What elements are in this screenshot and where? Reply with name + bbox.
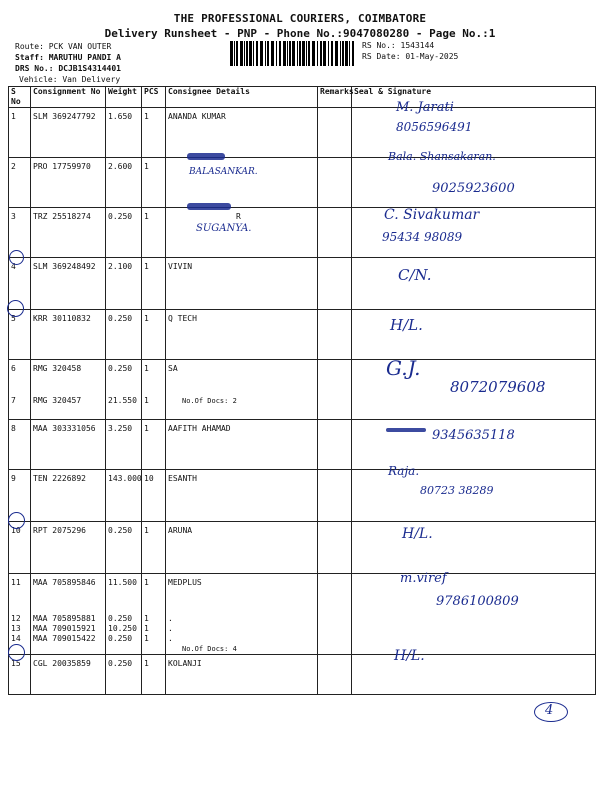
col-sno: S No — [9, 87, 31, 108]
cell-consignment — [31, 360, 106, 420]
col-weight: Weight — [106, 87, 142, 108]
cell-pcs: 1 — [142, 310, 166, 360]
cell-sno: 8 — [9, 420, 31, 470]
cell-weight: 0.250 — [106, 208, 142, 258]
wt-11: 11.500 — [108, 578, 137, 587]
cell-pcs: 10 — [142, 470, 166, 522]
barcode-bar — [249, 41, 252, 66]
cell-pcs: 1 — [142, 522, 166, 574]
table-row — [9, 655, 596, 695]
pcs-7: 1 — [144, 396, 149, 405]
circle-mark-icon — [9, 250, 24, 265]
barcode-bar — [253, 41, 254, 66]
handwritten-name-row-2: BALASANKAR. — [189, 167, 258, 177]
pcs-11: 1 — [144, 578, 149, 587]
cell-remarks — [318, 655, 352, 695]
cell-remarks — [318, 574, 352, 655]
pcs-13: 1 — [144, 624, 149, 633]
cell-consignee: R — [166, 208, 318, 258]
barcode-bar — [276, 41, 277, 66]
drs-text: DRS No.: DCJB1S4314401 — [15, 64, 121, 73]
barcode-bar — [283, 41, 286, 66]
sno-14: 14 — [11, 634, 21, 643]
cell-remarks — [318, 420, 352, 470]
cell-sno: 4 — [9, 258, 31, 310]
remark-row-5: H/L. — [390, 316, 423, 334]
table-row — [9, 208, 596, 258]
signature-row-6: G.J. — [386, 356, 421, 380]
runsheet-meta-left — [15, 41, 121, 85]
cell-remarks — [318, 360, 352, 420]
barcode-bar — [335, 41, 338, 66]
barcode-bar — [265, 41, 266, 66]
cell-consignment: SLM 369248492 — [31, 258, 106, 310]
cell-remarks — [318, 310, 352, 360]
cell-seal — [352, 310, 596, 360]
barcode-bar — [244, 41, 245, 66]
cell-sno: 1 — [9, 108, 31, 158]
cell-sno: 10 — [9, 522, 31, 574]
table-row — [9, 470, 596, 522]
barcode-bar — [302, 41, 305, 66]
cell-consignment: CGL 20035859 — [31, 655, 106, 695]
cell-sno — [9, 360, 31, 420]
sno-11: 11 — [11, 578, 21, 587]
table-row — [9, 420, 596, 470]
cons-11: MAA 705895846 — [33, 578, 96, 587]
route-text: Route: PCK VAN OUTER — [15, 42, 112, 51]
cell-sno: 2 — [9, 158, 31, 208]
cell-consignment: PRO 17759970 — [31, 158, 106, 208]
runsheet-meta-right — [362, 40, 458, 62]
remark-row-10: H/L. — [402, 526, 433, 542]
cell-consignment: TEN 2226892 — [31, 470, 106, 522]
cell-consignee: KOLANJI — [166, 655, 318, 695]
barcode-bar — [306, 41, 307, 66]
sno-13: 13 — [11, 624, 21, 633]
vehicle-text: Vehicle: Van Delivery — [19, 75, 121, 84]
barcode-bar — [287, 41, 288, 66]
cell-seal — [352, 258, 596, 310]
cell-consignee — [166, 360, 318, 420]
barcode-bar — [317, 41, 318, 66]
cell-seal — [352, 574, 596, 655]
cell-weight: 2.100 — [106, 258, 142, 310]
cell-consignee — [166, 158, 318, 208]
table-header-row — [9, 87, 596, 108]
cell-consignee: ANANDA KUMAR — [166, 108, 318, 158]
cell-pcs: 1 — [142, 108, 166, 158]
det-6: SA — [168, 364, 178, 373]
barcode-bar — [345, 41, 348, 66]
table-row — [9, 258, 596, 310]
cell-consignment: TRZ 25518274 — [31, 208, 106, 258]
phone-row-3: 95434 98089 — [382, 230, 463, 244]
barcode-bar — [230, 41, 233, 66]
det-11: MEDPLUS — [168, 578, 202, 587]
cell-weight: 0.250 — [106, 655, 142, 695]
signature-row-2: Bala. Shansakaran. — [388, 150, 496, 163]
barcode-bar — [256, 41, 258, 66]
remark-row-15: H/L. — [394, 648, 425, 664]
cons-13: MAA 709015921 — [33, 624, 96, 633]
barcode-bar — [260, 41, 263, 66]
pcs-14: 1 — [144, 634, 149, 643]
table-row — [9, 522, 596, 574]
cell-weight: 3.250 — [106, 420, 142, 470]
sno-7: 7 — [11, 396, 16, 405]
wt-13: 10.250 — [108, 624, 137, 633]
cell-remarks — [318, 258, 352, 310]
cell-remarks — [318, 208, 352, 258]
cell-pcs: 1 — [142, 158, 166, 208]
barcode-bar — [292, 41, 295, 66]
cell-weight: 1.650 — [106, 108, 142, 158]
barcode-bar — [279, 41, 281, 66]
det-14: . — [168, 634, 173, 643]
cons-12: MAA 705895881 — [33, 614, 96, 623]
phone-row-8: 9345635118 — [432, 428, 515, 443]
col-remarks: Remarks — [318, 87, 352, 108]
cell-weight — [106, 360, 142, 420]
cell-consignee — [166, 574, 318, 655]
table-row — [9, 310, 596, 360]
barcode-bar — [234, 41, 235, 66]
cell-pcs: 1 — [142, 258, 166, 310]
cell-pcs — [142, 574, 166, 655]
handwritten-name-row-3: SUGANYA. — [196, 223, 252, 234]
cons-7: RMG 320457 — [33, 396, 82, 405]
wt-7: 21.550 — [108, 396, 137, 405]
col-seal: Seal & Signature — [352, 87, 596, 108]
circle-mark-icon — [8, 644, 25, 661]
barcode-bar — [289, 41, 291, 66]
cell-remarks — [318, 522, 352, 574]
cell-sno — [9, 574, 31, 655]
cons-14: MAA 709015422 — [33, 634, 96, 643]
signature-row-9: Raja. — [388, 464, 420, 478]
barcode-bar — [328, 41, 329, 66]
cell-seal — [352, 522, 596, 574]
wt-6: 0.250 — [108, 364, 133, 373]
runsheet-title: Delivery Runsheet - PNP - Phone No.:9047080280 - Page No.:1 — [104, 27, 496, 40]
table-row — [9, 574, 596, 655]
barcode-bar — [331, 41, 333, 66]
rs-date-text: RS Date: 01-May-2025 — [362, 52, 459, 61]
phone-row-2: 9025923600 — [432, 181, 515, 196]
signature-stroke — [386, 428, 426, 432]
cell-weight: 143.000 — [106, 470, 142, 522]
cell-consignee: Q TECH — [166, 310, 318, 360]
cell-consignee: ESANTH — [166, 470, 318, 522]
cell-consignee: ARUNA — [166, 522, 318, 574]
phone-row-6: 8072079608 — [450, 378, 546, 396]
cell-pcs: 1 — [142, 420, 166, 470]
cell-consignment: RPT 2075296 — [31, 522, 106, 574]
wt-14: 0.250 — [108, 634, 133, 643]
barcode-bar — [299, 41, 301, 66]
cell-consignee: AAFITH AHAMAD — [166, 420, 318, 470]
barcode-bar — [349, 41, 350, 66]
cell-weight: 0.250 — [106, 310, 142, 360]
table-row — [9, 108, 596, 158]
barcode-bar — [342, 41, 344, 66]
signature-row-1: M. Jarati — [396, 100, 454, 115]
phone-row-9: 80723 38289 — [420, 484, 494, 497]
barcode-bar — [267, 41, 269, 66]
barcode-bar — [312, 41, 315, 66]
docs-count: No.Of Docs: 2 — [182, 397, 237, 405]
cell-sno: 15 — [9, 655, 31, 695]
barcode-bar — [352, 41, 354, 66]
barcode-bar — [340, 41, 341, 66]
barcode-bar — [323, 41, 326, 66]
signature-row-11: m.viref — [400, 571, 447, 586]
cell-consignee: VIVIN — [166, 258, 318, 310]
redaction-mark — [187, 153, 225, 160]
cell-pcs: 1 — [142, 208, 166, 258]
cell-remarks — [318, 108, 352, 158]
docs-count: No.Of Docs: 4 — [182, 645, 237, 653]
barcode-bar — [271, 41, 274, 66]
rs-no-text: RS No.: 1543144 — [362, 41, 435, 50]
cell-consignment — [31, 574, 106, 655]
col-consignee: Consignee Details — [166, 87, 318, 108]
barcode-bar — [320, 41, 322, 66]
cell-pcs: 1 — [142, 655, 166, 695]
cell-sno: 9 — [9, 470, 31, 522]
barcode-image — [230, 41, 356, 66]
company-title: THE PROFESSIONAL COURIERS, COIMBATORE — [173, 12, 427, 25]
cell-weight: 0.250 — [106, 522, 142, 574]
cell-seal — [352, 655, 596, 695]
barcode-bar — [297, 41, 298, 66]
barcode-bar — [308, 41, 310, 66]
phone-row-11: 9786100809 — [436, 594, 519, 609]
signature-row-3: C. Sivakumar — [384, 207, 480, 223]
cell-sno: 3 — [9, 208, 31, 258]
barcode-bar — [240, 41, 243, 66]
cons-6: RMG 320458 — [33, 364, 82, 373]
wt-12: 0.250 — [108, 614, 133, 623]
barcode-bar — [246, 41, 248, 66]
cell-sno: 5 — [9, 310, 31, 360]
remark-row-4: C/N. — [398, 266, 432, 284]
pcs-12: 1 — [144, 614, 149, 623]
page-number: 4 — [545, 703, 554, 718]
staff-text: Staff: MARUTHU PANDI A — [15, 53, 121, 62]
barcode-bar — [236, 41, 238, 66]
cell-remarks — [318, 158, 352, 208]
cell-consignment: KRR 30110832 — [31, 310, 106, 360]
pcs-6: 1 — [144, 364, 149, 373]
cell-weight: 2.600 — [106, 158, 142, 208]
det-12: . — [168, 614, 173, 623]
det-13: . — [168, 624, 173, 633]
sno-12: 12 — [11, 614, 21, 623]
redaction-mark — [187, 203, 231, 210]
cell-pcs — [142, 360, 166, 420]
cell-consignment: SLM 369247792 — [31, 108, 106, 158]
cell-weight — [106, 574, 142, 655]
col-pcs: PCS — [142, 87, 166, 108]
cell-seal — [352, 420, 596, 470]
col-consignment: Consignment No — [31, 87, 106, 108]
cell-remarks — [318, 470, 352, 522]
phone-row-1: 8056596491 — [396, 120, 473, 134]
sno-6: 6 — [11, 364, 16, 373]
circle-mark-icon — [7, 300, 24, 317]
circle-mark-icon — [8, 512, 25, 529]
cell-consignment: MAA 303331056 — [31, 420, 106, 470]
